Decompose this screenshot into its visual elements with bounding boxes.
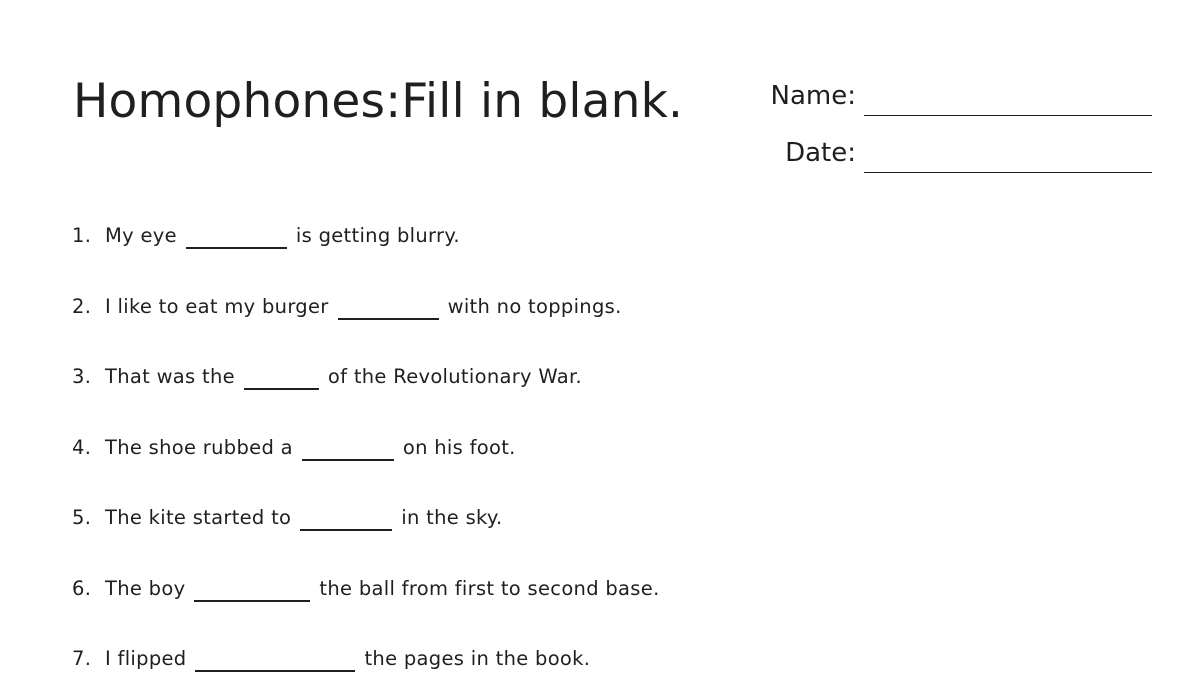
question-text-before: The shoe rubbed a [105,436,293,459]
answer-blank[interactable] [194,600,310,602]
question-5 [72,503,503,533]
name-label: Name: [770,81,856,111]
question-text-after: the ball from first to second base. [319,577,660,600]
question-number: 3. [72,365,92,388]
question-4 [72,433,516,463]
question-2 [72,292,622,322]
question-number: 4. [72,436,92,459]
question-text-before: My eye [105,224,177,247]
question-number: 7. [72,647,92,670]
question-number: 6. [72,577,92,600]
question-text-before: The kite started to [105,506,292,529]
question-text-after: in the sky. [401,506,503,529]
question-7 [72,644,590,674]
question-text-after: with no toppings. [447,295,622,318]
question-text-before: I like to eat my burger [105,295,329,318]
date-label: Date: [785,138,856,168]
question-number: 5. [72,506,92,529]
answer-blank[interactable] [300,529,392,531]
question-text-after: the pages in the book. [364,647,591,670]
question-text-before: I flipped [105,647,187,670]
worksheet-title: Homophones:Fill in blank. [73,74,684,129]
question-text-before: That was the [105,365,235,388]
question-number: 1. [72,224,92,247]
question-text-after: of the Revolutionary War. [327,365,582,388]
question-text-before: The boy [105,577,186,600]
answer-blank[interactable] [195,670,355,672]
answer-blank[interactable] [186,247,287,249]
answer-blank[interactable] [302,459,394,461]
answer-blank[interactable] [244,388,319,390]
question-3 [72,362,582,392]
question-1 [72,221,460,251]
question-6 [72,574,660,604]
answer-blank[interactable] [338,318,439,320]
name-field[interactable] [864,115,1152,116]
date-field[interactable] [864,172,1152,173]
question-text-after: is getting blurry. [295,224,460,247]
question-number: 2. [72,295,92,318]
question-text-after: on his foot. [402,436,516,459]
